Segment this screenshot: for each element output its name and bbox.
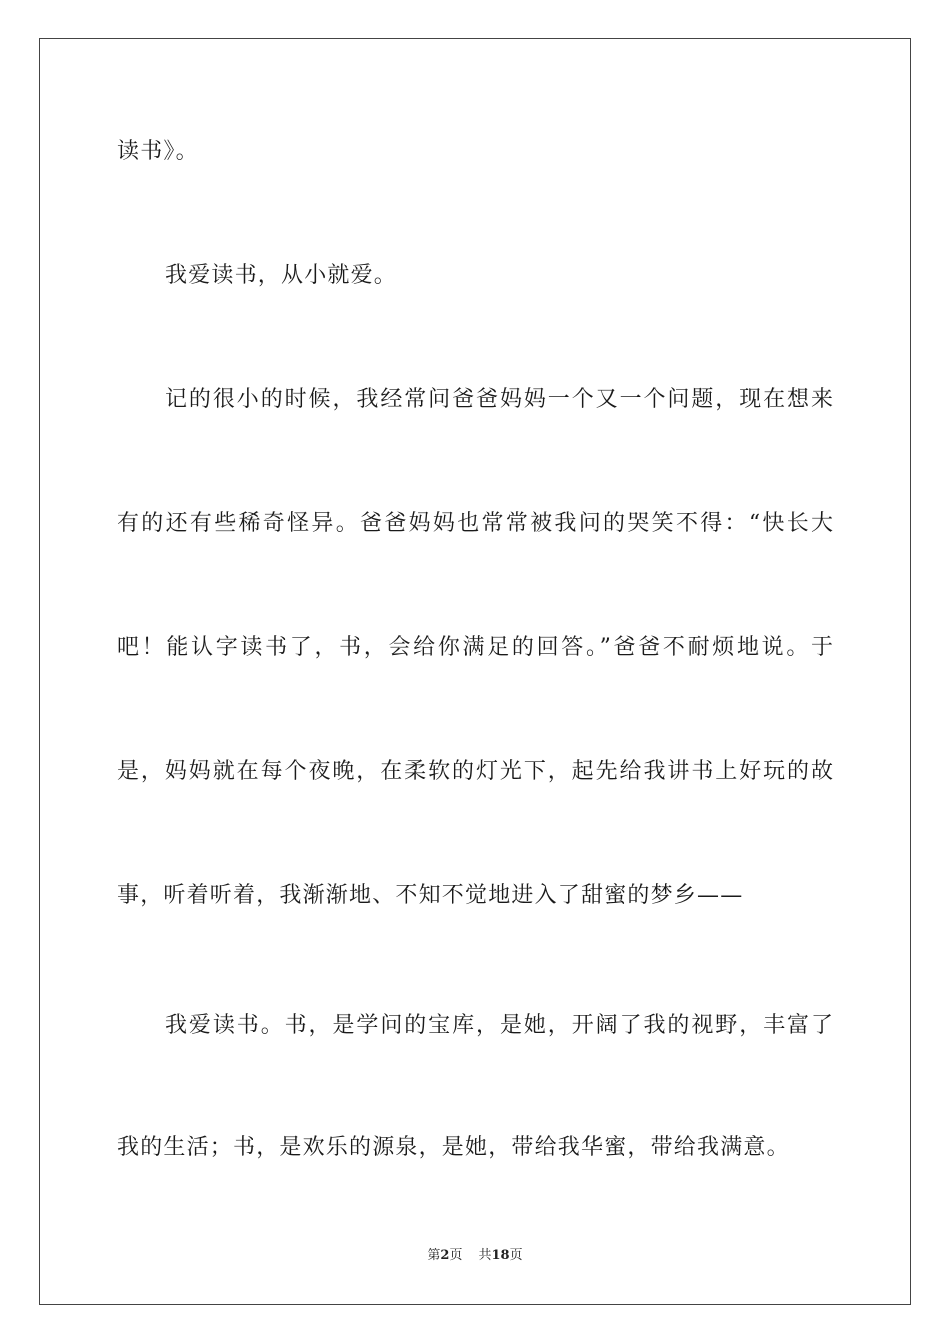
paragraph-2-line-5: 事，听着听着，我渐渐地、不知不觉地进入了甜蜜的梦乡—— <box>117 883 744 908</box>
page-number: 2 <box>440 1248 450 1263</box>
text-line-1: 读书》。 <box>117 139 199 164</box>
total-label-prefix: 共 <box>478 1248 492 1263</box>
page-label-prefix: 第 <box>427 1248 441 1263</box>
paragraph-2-line-3: 吧！能认字读书了，书，会给你满足的回答。”爸爸不耐烦地说。于 <box>117 635 833 660</box>
paragraph-2-line-1: 记的很小的时候，我经常问爸爸妈妈一个又一个问题，现在想来 <box>165 387 833 412</box>
page-label-suffix: 页 <box>449 1248 463 1263</box>
paragraph-3-line-2: 我的生活；书，是欢乐的源泉，是她，带给我华蜜，带给我满意。 <box>117 1135 790 1160</box>
paragraph-2-line-4: 是，妈妈就在每个夜晚，在柔软的灯光下，起先给我讲书上好玩的故 <box>117 759 833 784</box>
total-pages: 18 <box>491 1248 510 1263</box>
total-label-suffix: 页 <box>509 1248 523 1263</box>
paragraph-2-line-2: 有的还有些稀奇怪异。爸爸妈妈也常常被我问的哭笑不得：“快长大 <box>117 511 833 536</box>
page-footer <box>0 1247 950 1265</box>
page-border <box>39 38 911 1305</box>
paragraph-1-line-1: 我爱读书，从小就爱。 <box>165 263 398 288</box>
paragraph-3-line-1: 我爱读书。书，是学问的宝库，是她，开阔了我的视野，丰富了 <box>165 1013 833 1038</box>
